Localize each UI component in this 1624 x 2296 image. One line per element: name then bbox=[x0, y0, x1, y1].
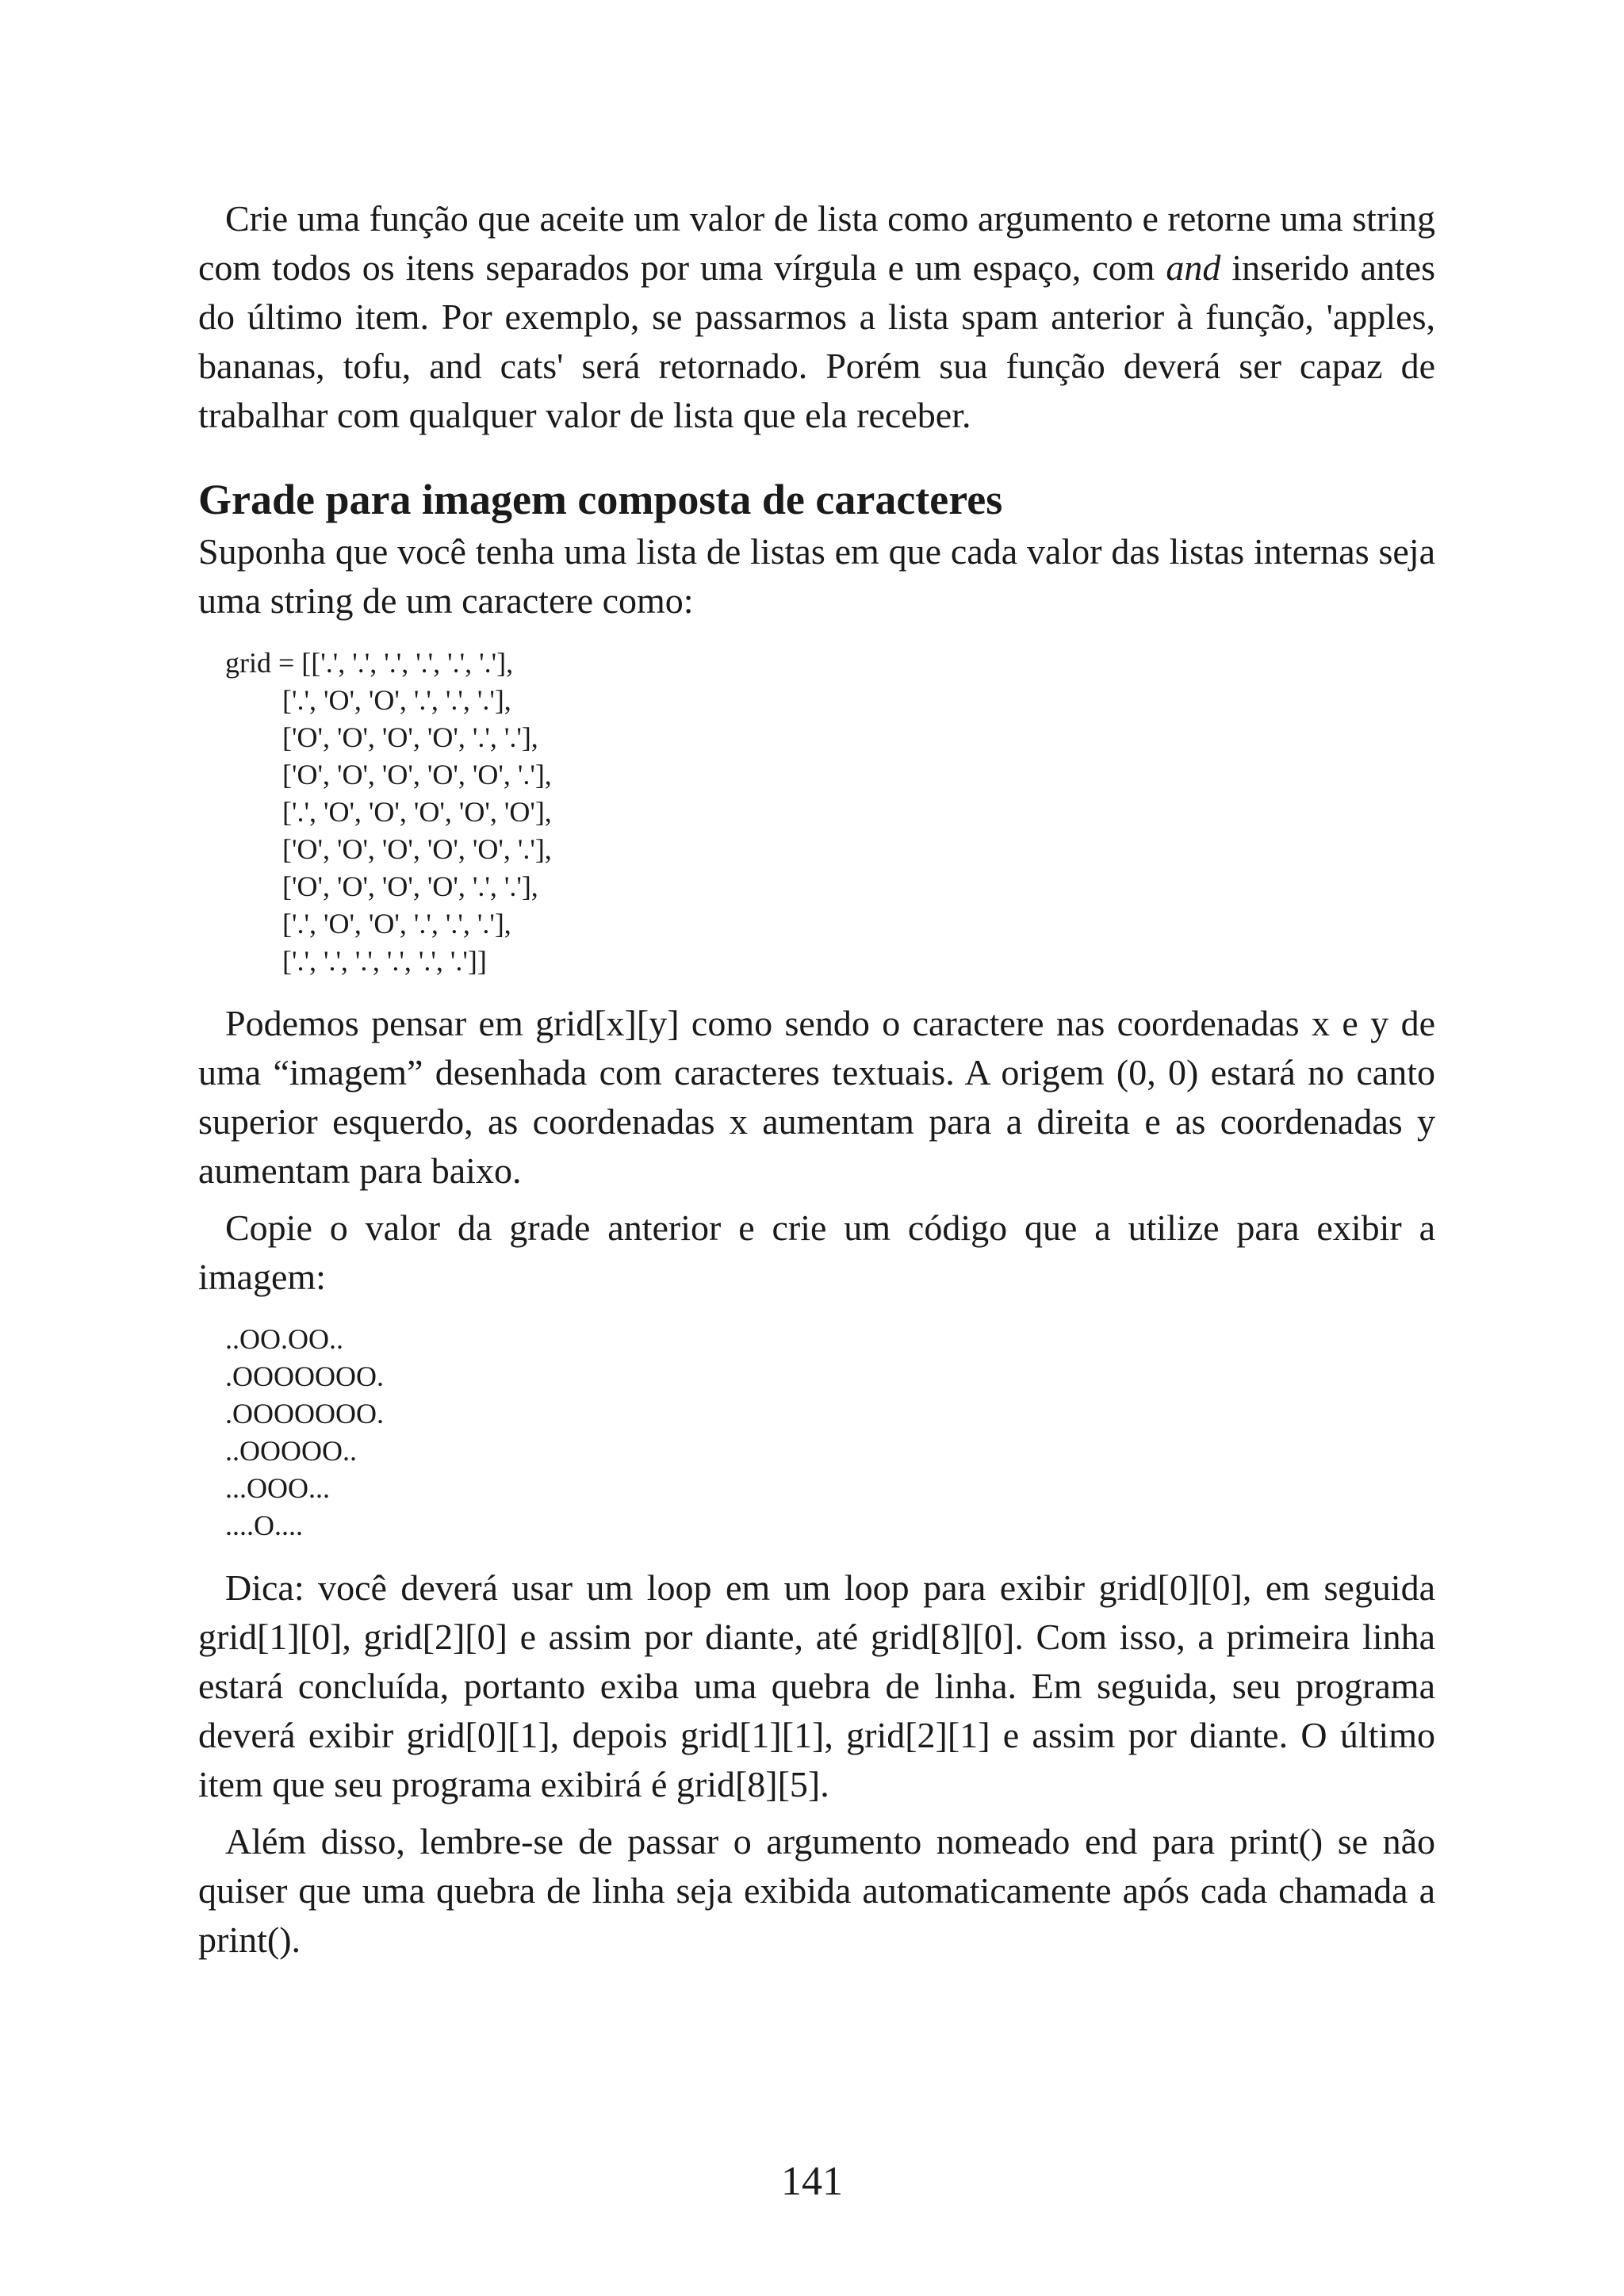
image-output-line: ..OO.OO.. bbox=[225, 1323, 343, 1355]
grid-code-line: grid = [['.', '.', '.', '.', '.', '.'], bbox=[225, 647, 514, 679]
image-output-block bbox=[198, 1302, 1435, 1563]
paragraph-list-function bbox=[198, 194, 1435, 440]
section-heading: Grade para imagem composta de caracteres bbox=[198, 476, 1003, 523]
page-number: 141 bbox=[781, 2159, 843, 2204]
grid-code-block bbox=[198, 626, 1435, 999]
grid-code-line: ['O', 'O', 'O', 'O', 'O', '.'], bbox=[282, 833, 552, 865]
paragraph-1-italic-and: and bbox=[1166, 247, 1221, 288]
paragraph-grid-intro: Suponha que você tenha uma lista de listas em que cada valor das listas internas seja uma string de um caractere como: bbox=[198, 531, 1435, 621]
grid-code-line: ['O', 'O', 'O', 'O', '.', '.'], bbox=[282, 721, 538, 753]
paragraph-copy-grid: Copie o valor da grade anterior e crie um código que a utilize para exibir a imagem: bbox=[198, 1207, 1435, 1297]
image-output-line: ...OOO... bbox=[225, 1472, 330, 1504]
grid-code-line: ['.', 'O', 'O', '.', '.', '.'], bbox=[282, 684, 511, 716]
grid-code-line: ['.', '.', '.', '.', '.', '.']] bbox=[282, 945, 487, 977]
paragraph-hint: Dica: você deverá usar um loop em um loop para exibir grid[0][0], em seguida grid[1][0], grid[2][0] e assim por diante, até grid[8][0]. Com isso, a primeira linha estará concluída, portanto exiba uma quebra de linha. Em seguida, seu programa deverá exibir grid[0][1], depois grid[1][1], grid[2][1] e assim por diante. O último item que seu programa exibirá é grid[8][5]. bbox=[198, 1567, 1435, 1804]
image-output-line: .OOOOOOO. bbox=[225, 1360, 384, 1392]
image-output-line: .OOOOOOO. bbox=[225, 1398, 384, 1429]
paragraph-1-text-b: inserido antes do último item. Por exemplo, se passarmos a lista spam anterior à função, 'apples, bananas, tofu, and cats' será retornado. Porém sua função deverá ser capaz de trabalhar com qualquer valor de lista que ela receber. bbox=[198, 247, 1435, 435]
grid-code-line: ['.', 'O', 'O', '.', '.', '.'], bbox=[282, 908, 511, 939]
grid-code-line: ['.', 'O', 'O', 'O', 'O', 'O'], bbox=[282, 796, 552, 828]
image-output-line: ..OOOOO.. bbox=[225, 1435, 357, 1467]
paragraph-print-end: Além disso, lembre-se de passar o argumento nomeado end para print() se não quiser que uma quebra de linha seja exibida automaticamente após cada chamada a print(). bbox=[198, 1821, 1435, 1960]
paragraph-1-text-a: Crie uma função que aceite um valor de lista como argumento e retorne uma string com todos os itens separados por uma vírgula e um espaço, com bbox=[198, 198, 1435, 288]
grid-code-line: ['O', 'O', 'O', 'O', '.', '.'], bbox=[282, 871, 538, 902]
image-output-line: ....O.... bbox=[225, 1510, 303, 1541]
grid-code-line: ['O', 'O', 'O', 'O', 'O', '.'], bbox=[282, 759, 552, 790]
page-content bbox=[198, 194, 1435, 1965]
paragraph-coordinates: Podemos pensar em grid[x][y] como sendo o caractere nas coordenadas x e y de uma “imagem” desenhada com caracteres textuais. A origem (0, 0) estará no canto superior esquerdo, as coordenadas x aumentam para a direita e as coordenadas y aumentam para baixo. bbox=[198, 1003, 1435, 1191]
